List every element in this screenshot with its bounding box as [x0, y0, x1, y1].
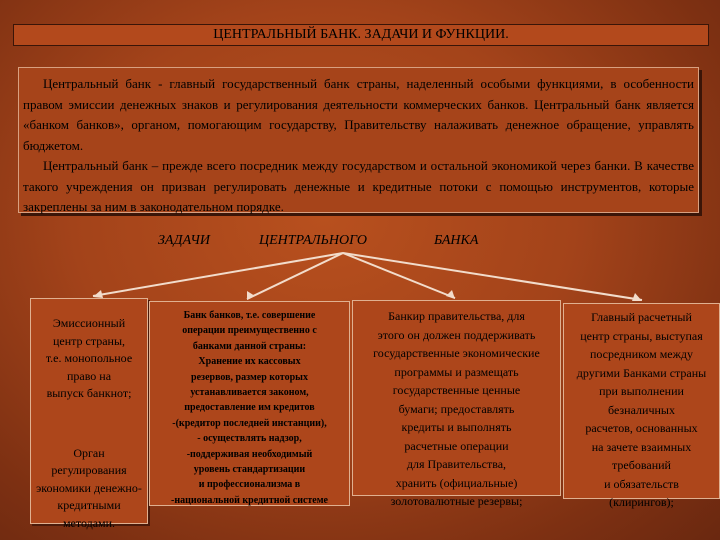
b3-line: кредиты и выполнять [401, 420, 512, 434]
connector-to-box2 [247, 253, 343, 299]
b3-line: расчетные операции [404, 438, 509, 453]
arrowhead-box2 [247, 291, 255, 300]
page-title: ЦЕНТРАЛЬНЫЙ БАНК. ЗАДАЧИ И ФУНКЦИИ. [13, 24, 709, 46]
b2-line: Хранение их кассовых [198, 356, 301, 368]
arrowhead-box4 [632, 293, 642, 301]
b2-line: -поддерживая необходимый [186, 448, 313, 460]
heading-word-tasks: ЗАДАЧИ [158, 233, 211, 248]
heading-word-central: ЦЕНТРАЛЬНОГО [259, 233, 368, 248]
b3-line: бумаги; предоставлять [398, 401, 515, 416]
intro-paragraph-1: Центральный банк - главный государственный банк страны, наделенный особыми функциями, в особенности правом эмиссии денежных знаков и регулирования деятельности коммерческих банков. Центральный банк является «банком банков», органом, помогающим государству, Правительству налаживать денежное обращение, управлять бюджетом. [23, 76, 694, 153]
b4-line: требований [612, 458, 671, 472]
b2-line: и профессионализма в [198, 479, 301, 491]
b2-line: резервов, размер которых [191, 371, 308, 383]
b3-line: государственные ценные [392, 383, 521, 397]
task-box-government-banker [352, 300, 561, 508]
b2-line: устанавливается законом, [190, 387, 309, 399]
b1-line: методами. [62, 515, 116, 530]
b1-line: Орган [73, 445, 105, 460]
heading-word-bank: БАНКА [434, 233, 479, 248]
arrowhead-box1 [93, 290, 103, 298]
b1-line: право на [66, 368, 112, 383]
b4-line: другими Банками страны [576, 365, 707, 380]
b2-line: - осуществлять надзор, [197, 433, 302, 445]
b1-line: центр страны, [52, 333, 126, 348]
b4-line: Главный расчетный [591, 310, 692, 324]
b2-line: Банк банков, т.е. совершение [183, 310, 316, 321]
intro-paragraph-2: Центральный банк – прежде всего посредник между государством и остальной экономикой через банки. В качестве такого учреждения он призван регулировать денежные и кредитные потоки с помощью инструментов, которые закреплены за ним в законодательном порядке. [23, 158, 694, 214]
b4-line: при выполнении [599, 384, 684, 398]
b1-line: регулирования [51, 463, 127, 477]
b1-line: т.е. монопольное [45, 351, 133, 365]
connector-to-box4 [343, 253, 642, 300]
b1-line: Эмиссионный [52, 316, 126, 330]
b3-line: государственные экономические [373, 346, 540, 360]
b4-line: центр страны, выступая [580, 328, 703, 343]
connector-to-box1 [93, 253, 343, 296]
b4-line: посредником между [589, 347, 694, 361]
b1-line: выпуск банкнот; [46, 386, 132, 400]
b2-line: -национальной кредитной системе [170, 494, 328, 506]
b4-line: безналичных [608, 402, 675, 417]
b4-line: и обязательств [604, 476, 679, 491]
task-box-settlement-center [563, 303, 720, 509]
b3-line: хранить (официальные) [395, 475, 518, 490]
b1-line: кредитными [57, 498, 121, 512]
b3-line: программы и размещать [394, 364, 519, 379]
b2-line: предоставление им кредитов [184, 402, 315, 414]
b2-line: банками данной страны: [192, 340, 307, 352]
b3-line: Банкир правительства, для [388, 309, 525, 323]
b4-line: (клирингов); [609, 495, 674, 509]
b3-line: для Правительства, [406, 457, 507, 471]
task-box-bank-of-banks [149, 301, 350, 506]
b3-line: этого он должен поддерживать [377, 327, 536, 342]
task-box-emission [30, 298, 148, 530]
b2-line: операции преимущественно с [182, 325, 317, 337]
b2-line: -(кредитор последней инстанции), [172, 417, 327, 429]
b4-line: на зачете взаимных [591, 439, 692, 454]
b4-line: расчетов, основанных [585, 421, 698, 435]
b3-line: золотовалютные резервы; [390, 494, 523, 508]
connector-to-box3 [343, 253, 455, 298]
b1-line: экономики денежно- [36, 480, 142, 495]
b2-line: уровень стандартизации [193, 464, 306, 476]
